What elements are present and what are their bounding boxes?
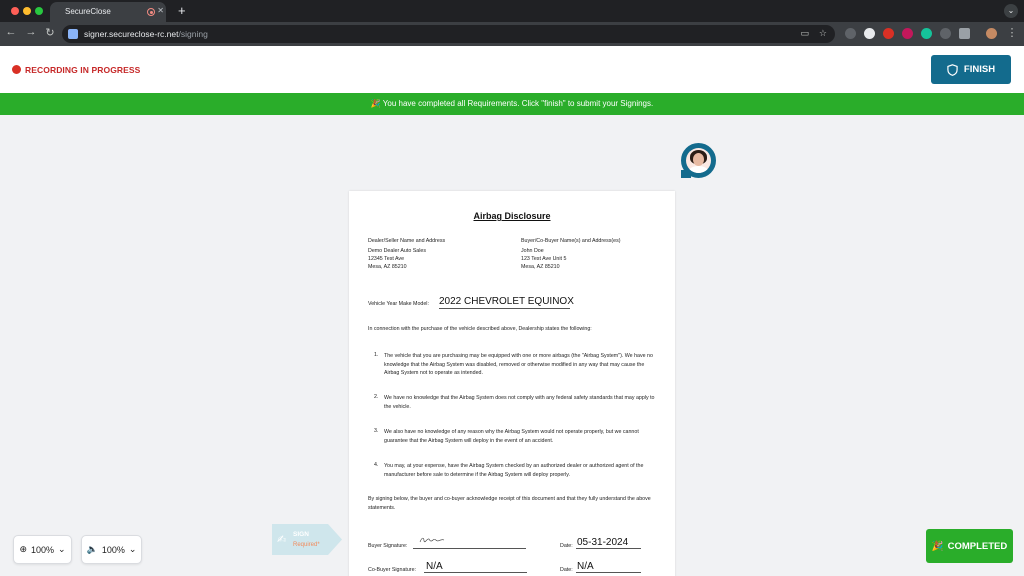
url-text: signer.secureclose-rc.net/signing [84,29,208,39]
dealer-heading: Dealer/Seller Name and Address [368,238,446,244]
recording-status: RECORDING IN PROGRESS [25,65,141,75]
document-title: Airbag Disclosure [473,211,551,221]
cobuyer-signature-line [424,572,527,573]
site-info-icon[interactable] [68,29,78,39]
item-number: 3. [374,428,379,434]
buyer-name: John Doe [521,248,544,254]
extension-icon[interactable] [883,28,894,39]
buyer-signature-label: Buyer Signature: [368,543,408,549]
vehicle-label: Vehicle Year Make Model: [368,301,429,307]
recording-dot-icon [12,65,21,74]
vehicle-value: 2022 CHEVROLET EQUINOX [439,296,574,307]
zoom-icon: ⊕ [19,544,27,554]
reload-icon[interactable]: ↻ [45,27,55,39]
signature-icon: ✍ [277,534,287,546]
cobuyer-signature-label: Co-Buyer Signature: [368,567,416,573]
signer-avatar[interactable] [681,143,716,178]
buyer-city: Mesa, AZ 85210 [521,264,560,270]
buyer-signature-line [413,548,526,549]
grammarly-icon[interactable] [921,28,932,39]
forward-icon[interactable]: → [25,26,37,38]
new-tab-button[interactable]: + [178,3,186,18]
item-number: 4. [374,462,379,468]
browser-toolbar [0,22,1024,46]
extensions-puzzle-icon[interactable] [959,28,970,39]
vehicle-underline [439,308,570,309]
sign-tag-required: Required* [293,542,320,548]
cobuyer-date-value: N/A [577,561,594,572]
chevron-down-icon: ⌄ [128,544,137,554]
buyer-signature-image [419,535,445,545]
completed-label: COMPLETED [947,540,1008,552]
close-tab-icon[interactable]: ✕ [157,6,164,15]
dealer-name: Demo Dealer Auto Sales [368,248,427,254]
shield-icon [947,64,958,76]
cobuyer-date-line [576,572,641,573]
sign-tag-label: SIGN [293,531,309,538]
buyer-street: 123 Test Ave Unit 5 [521,256,567,262]
extension-icon[interactable] [902,28,913,39]
item-number: 1. [374,352,379,358]
buyer-heading: Buyer/Co-Buyer Name(s) and Address(es) [521,238,621,244]
closing-text: By signing below, the buyer and co-buyer acknowledge receipt of this document and that they fully understand the above statements. [368,496,651,511]
zoom-value: 100% [30,544,55,555]
app-header [0,46,1024,93]
party-icon: 🎉 [931,540,944,552]
item-number: 2. [374,394,379,400]
date-label: Date: [560,567,573,573]
speaker-icon: 🔈 [86,544,98,554]
minimize-window-button[interactable] [23,7,31,15]
cast-icon[interactable]: ▭ [800,28,809,38]
maximize-window-button[interactable] [35,7,43,15]
recording-icon [147,8,155,16]
dealer-city: Mesa, AZ 85210 [368,264,407,270]
tab-title: SecureClose [65,7,111,16]
back-icon[interactable]: ← [5,26,17,38]
address-bar[interactable] [62,25,835,43]
date-label: Date: [560,543,573,549]
cobuyer-signature-value: N/A [426,561,443,572]
list-item: We have no knowledge that the Airbag System does not comply with any federal safety standards that may apply to the vehicle. [384,395,655,410]
extension-icon[interactable] [940,28,951,39]
buyer-date-line [576,548,641,549]
close-window-button[interactable] [11,7,19,15]
list-item: We also have no knowledge of any reason why the Airbag System would not operate properly, but we cannot guarantee that the Airbag System will deploy in the event of an accident. [384,429,639,444]
finish-button[interactable] [931,55,1011,84]
intro-text: In connection with the purchase of the vehicle described above, Dealership states the following: [368,326,592,332]
browser-tab-bar [0,0,1024,22]
extension-icon[interactable] [864,28,875,39]
document-page [349,191,675,576]
finish-label: FINISH [963,64,996,75]
buyer-date-value: 05-31-2024 [577,537,629,548]
volume-control[interactable] [81,535,142,564]
extension-icon[interactable] [845,28,856,39]
completion-banner: 🎉 You have completed all Requirements. Click "finish" to submit your Signings. [0,93,1024,115]
volume-value: 100% [101,544,125,555]
list-item: The vehicle that you are purchasing may be equipped with one or more airbags (the "Airbag System"). We have no knowledge that the Airbag System was disabled, removed or otherwise modified in any way that may cause the Airbag System not to operate as intended. [384,353,653,376]
dealer-street: 12345 Test Ave [368,256,405,262]
chevron-down-icon: ⌄ [58,544,66,554]
completed-button[interactable] [926,529,1013,563]
browser-menu-icon[interactable]: ⋮ [1006,27,1018,39]
profile-avatar[interactable] [986,28,997,39]
tab-search-icon[interactable]: ⌄ [1004,4,1018,18]
browser-tab[interactable] [50,2,166,22]
bookmark-star-icon[interactable]: ☆ [818,28,827,38]
list-item: You may, at your expense, have the Airbag System checked by an authorized dealer or authorized agent of the manufacturer before sale to determine if the Airbag System will deploy properly. [384,463,644,478]
zoom-control[interactable] [13,535,72,564]
